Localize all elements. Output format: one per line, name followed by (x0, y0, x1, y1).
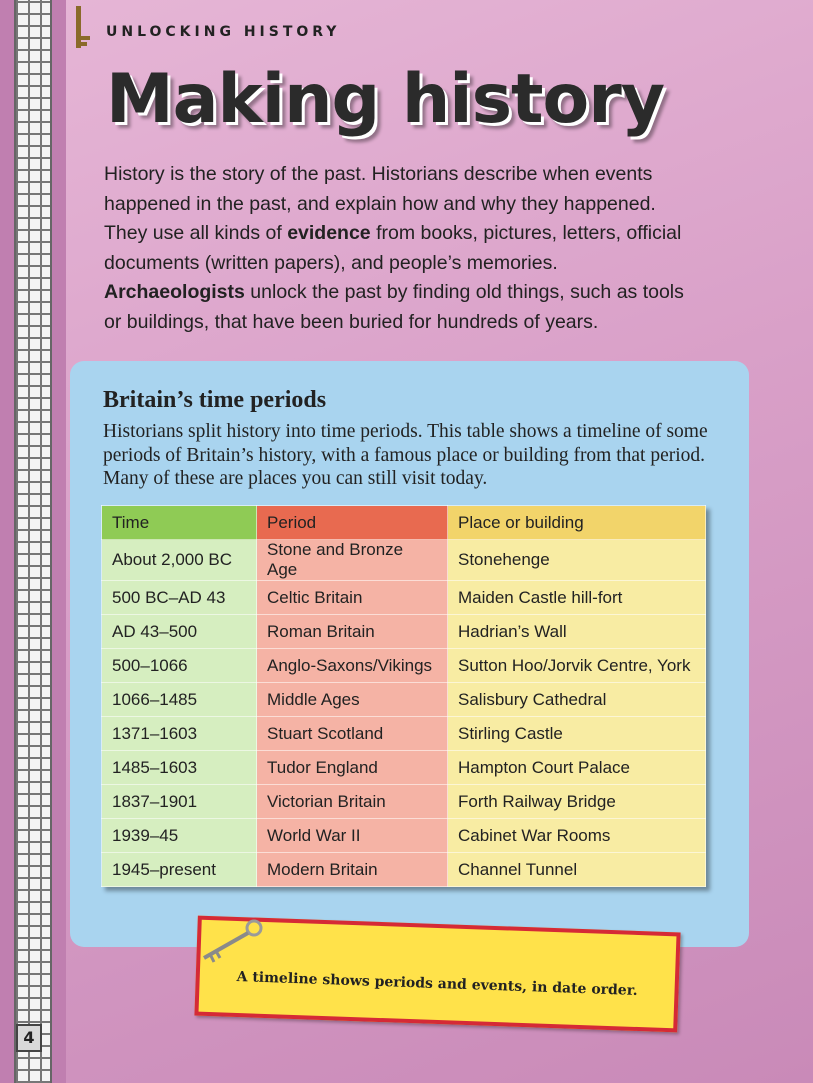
table-row (102, 785, 706, 819)
place-cell: Maiden Castle hill-fort (448, 581, 706, 615)
place-cell: Salisbury Cathedral (448, 683, 706, 717)
period-cell: Roman Britain (257, 615, 448, 649)
table-row (102, 853, 706, 887)
table-row (102, 683, 706, 717)
period-cell: Modern Britain (257, 853, 448, 887)
time-cell: 1939–45 (102, 819, 257, 853)
time-cell: 1837–1901 (102, 785, 257, 819)
intro-keyword-evidence: evidence (287, 222, 371, 244)
place-cell: Sutton Hoo/Jorvik Centre, York (448, 649, 706, 683)
intro-keyword-archaeologists: Archaeologists (104, 281, 245, 303)
place-cell: Channel Tunnel (448, 853, 706, 887)
table-row (102, 649, 706, 683)
series-label: UNLOCKING HISTORY (106, 24, 341, 40)
key-icon (196, 918, 266, 966)
time-cell: 1371–1603 (102, 717, 257, 751)
period-cell: Anglo-Saxons/Vikings (257, 649, 448, 683)
time-cell: 1485–1603 (102, 751, 257, 785)
time-cell: 500 BC–AD 43 (102, 581, 257, 615)
time-cell: 1066–1485 (102, 683, 257, 717)
brick-border (14, 0, 52, 1083)
header-period: Period (257, 506, 448, 540)
page-number: 4 (16, 1024, 42, 1052)
table-row (102, 751, 706, 785)
place-cell: Cabinet War Rooms (448, 819, 706, 853)
table-row (102, 581, 706, 615)
intro-text: History is the story of the past. Historians describe when events happened in the past, and explain how and why they happened. They use all kinds of (104, 163, 656, 244)
intro-text: unlock the past by finding old things, such as tools or buildings, that have been buried for hundreds of years. (104, 281, 684, 333)
period-cell: Celtic Britain (257, 581, 448, 615)
time-cell: 1945–present (102, 853, 257, 887)
period-cell: Victorian Britain (257, 785, 448, 819)
place-cell: Stirling Castle (448, 717, 706, 751)
time-periods-table (101, 505, 706, 887)
table-row (102, 540, 706, 581)
time-cell: 500–1066 (102, 649, 257, 683)
page-title: Making history (106, 60, 665, 139)
place-cell: Hampton Court Palace (448, 751, 706, 785)
panel-description: Historians split history into time periods. This table shows a timeline of some periods of Britain’s history, with a famous place or building from that period. Many of these are places you can still visit today. (103, 421, 708, 489)
place-cell: Hadrian’s Wall (448, 615, 706, 649)
callout-box (194, 916, 680, 1033)
panel-title: Britain’s time periods (103, 387, 327, 413)
table-row (102, 615, 706, 649)
table-header-row (102, 506, 706, 540)
place-cell: Forth Railway Bridge (448, 785, 706, 819)
period-cell: Stone and Bronze Age (257, 540, 448, 581)
time-cell: About 2,000 BC (102, 540, 257, 581)
table-row (102, 819, 706, 853)
time-cell: AD 43–500 (102, 615, 257, 649)
period-cell: World War II (257, 819, 448, 853)
callout-text: A timeline shows periods and events, in date order. (236, 968, 638, 999)
header-time: Time (102, 506, 257, 540)
key-icon (72, 6, 94, 48)
period-cell: Stuart Scotland (257, 717, 448, 751)
header-place: Place or building (448, 506, 706, 540)
table-row (102, 717, 706, 751)
intro-text: from books, pictures, letters, official documents (written papers), and people’s memories. (104, 222, 682, 274)
period-cell: Middle Ages (257, 683, 448, 717)
place-cell: Stonehenge (448, 540, 706, 581)
intro-paragraph (104, 160, 694, 337)
period-cell: Tudor England (257, 751, 448, 785)
